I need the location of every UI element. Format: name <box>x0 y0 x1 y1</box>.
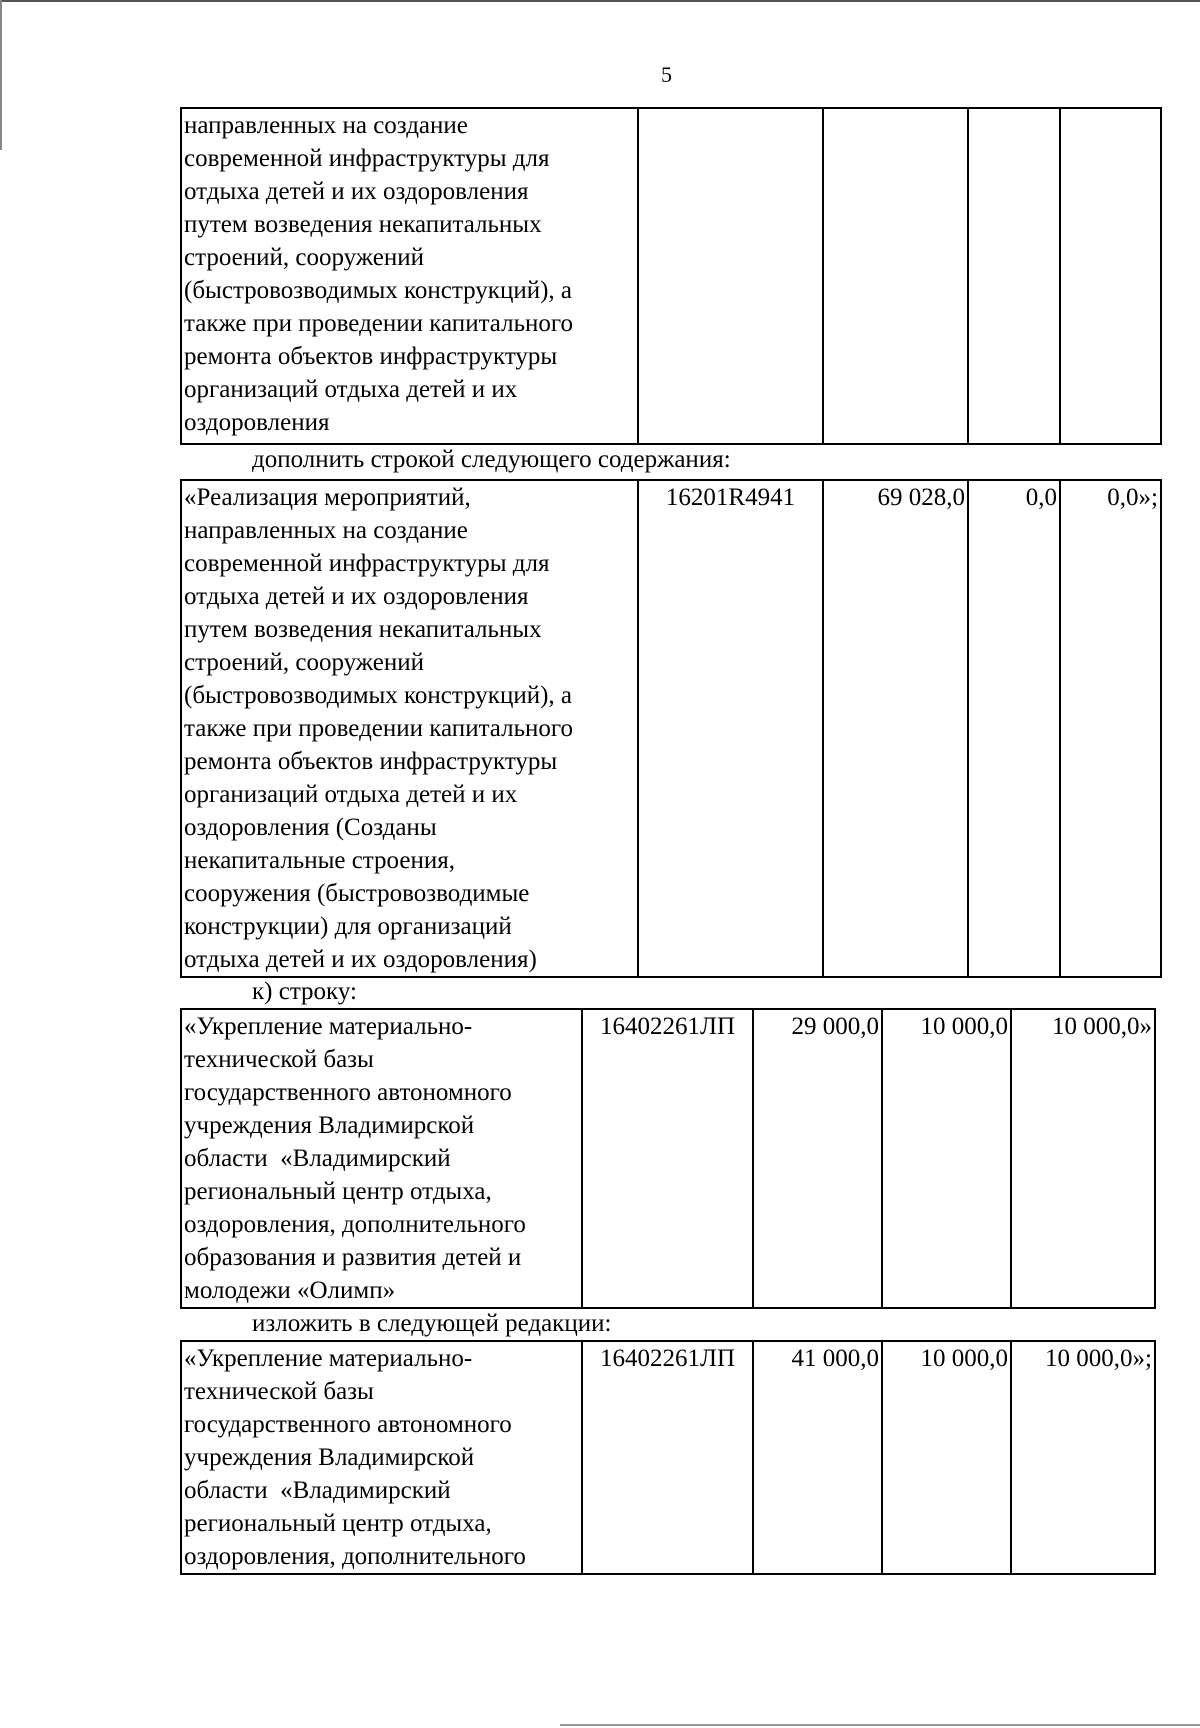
value-cell-2: 10 000,0 <box>882 1341 1011 1574</box>
instruction-text: изложить в следующей редакции: <box>252 1310 612 1337</box>
instruction-text: дополнить строкой следующего содержания: <box>252 446 731 473</box>
value-cell-2: 10 000,0 <box>882 1009 1011 1308</box>
name-line: технической базы <box>184 1046 374 1073</box>
name-line: путем возведения некапитальных <box>184 211 542 238</box>
name-line: оздоровления <box>184 409 330 436</box>
name-line: оздоровления (Созданы <box>184 814 437 841</box>
row-name-cell <box>181 1341 582 1574</box>
name-line: «Укрепление материально- <box>184 1013 473 1040</box>
table-row-new <box>180 479 1162 978</box>
name-line: (быстровозводимых конструкций), а <box>184 682 573 709</box>
code-cell: 16201R4941 <box>638 480 823 977</box>
name-line: региональный центр отдыха, <box>184 1510 492 1537</box>
value-cell-3: 0,0»; <box>1060 480 1161 977</box>
instruction-text: к) строку: <box>252 978 357 1005</box>
name-text <box>184 1010 579 1307</box>
name-line: также при проведении капитального <box>184 715 574 742</box>
name-line: современной инфраструктуры для <box>184 145 550 172</box>
name-line: оздоровления, дополнительного <box>184 1543 526 1570</box>
value-cell-3: 10 000,0»; <box>1011 1341 1155 1574</box>
name-line: технической базы <box>184 1378 374 1405</box>
name-line: современной инфраструктуры для <box>184 550 550 577</box>
name-line: организаций отдыха детей и их <box>184 781 518 808</box>
name-line: области «Владимирский <box>184 1477 451 1504</box>
scan-edge-bottom <box>560 1724 1200 1726</box>
name-line: путем возведения некапитальных <box>184 616 542 643</box>
table-row-continuation <box>180 107 1162 445</box>
value-cell-1: 69 028,0 <box>823 480 968 977</box>
name-text <box>184 481 635 976</box>
name-line: ремонта объектов инфраструктуры <box>184 748 558 775</box>
row-name-cell <box>181 1009 582 1308</box>
row-name-cell <box>181 480 638 977</box>
value-cell-2 <box>968 108 1060 444</box>
value-cell-1 <box>823 108 968 444</box>
value-cell-1: 41 000,0 <box>753 1341 882 1574</box>
page-number: 5 <box>661 62 672 87</box>
name-line: молодежи «Олимп» <box>184 1277 396 1304</box>
name-text <box>184 1342 579 1573</box>
name-line: также при проведении капитального <box>184 310 574 337</box>
value-cell-3: 10 000,0» <box>1011 1009 1155 1308</box>
name-line: отдыха детей и их оздоровления) <box>184 946 537 973</box>
name-line: государственного автономного <box>184 1411 512 1438</box>
name-line: «Реализация мероприятий, <box>184 484 471 511</box>
name-line: сооружения (быстровозводимые <box>184 880 530 907</box>
scan-edge-top <box>0 0 1200 2</box>
name-line: направленных на создание <box>184 517 468 544</box>
name-line: учреждения Владимирской <box>184 1444 475 1471</box>
name-line: региональный центр отдыха, <box>184 1178 492 1205</box>
name-text <box>184 109 635 439</box>
name-line: строений, сооружений <box>184 649 424 676</box>
table-row-revised <box>180 1340 1156 1575</box>
value-cell-2: 0,0 <box>968 480 1060 977</box>
name-line: отдыха детей и их оздоровления <box>184 178 529 205</box>
name-line: строений, сооружений <box>184 244 424 271</box>
name-line: области «Владимирский <box>184 1145 451 1172</box>
name-line: ремонта объектов инфраструктуры <box>184 343 558 370</box>
name-line: оздоровления, дополнительного <box>184 1211 526 1238</box>
code-cell: 16402261ЛП <box>582 1009 753 1308</box>
value-cell-1: 29 000,0 <box>753 1009 882 1308</box>
name-line: организаций отдыха детей и их <box>184 376 518 403</box>
name-line: отдыха детей и их оздоровления <box>184 583 529 610</box>
name-line: «Укрепление материально- <box>184 1345 473 1372</box>
name-line: (быстровозводимых конструкций), а <box>184 277 573 304</box>
name-line: государственного автономного <box>184 1079 512 1106</box>
code-cell: 16402261ЛП <box>582 1341 753 1574</box>
name-line: учреждения Владимирской <box>184 1112 475 1139</box>
name-line: направленных на создание <box>184 112 468 139</box>
name-line: конструкции) для организаций <box>184 913 512 940</box>
row-name-cell <box>181 108 638 444</box>
value-cell-3 <box>1060 108 1161 444</box>
code-cell <box>638 108 823 444</box>
table-row-old <box>180 1008 1156 1309</box>
name-line: некапитальные строения, <box>184 847 455 874</box>
name-line: образования и развития детей и <box>184 1244 522 1271</box>
